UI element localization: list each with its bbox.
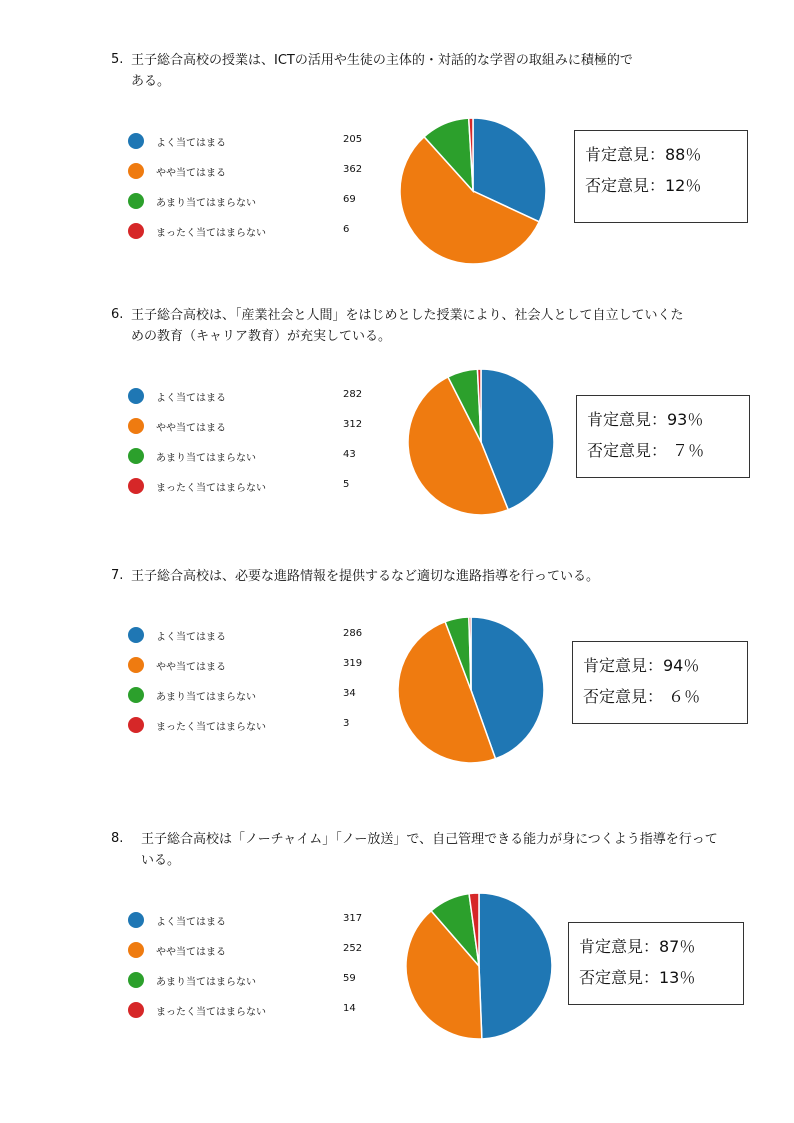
legend-swatch <box>128 942 144 958</box>
question-title <box>131 305 731 347</box>
legend-label: やや当てはまる <box>156 168 226 179</box>
legend-count: 3 <box>343 718 350 729</box>
legend-item-amari <box>128 685 368 705</box>
legend-count: 43 <box>343 449 356 460</box>
legend-count: 317 <box>343 913 363 924</box>
negative-opinion: 否定意見： ７％ <box>587 441 705 460</box>
legend-item-yoku <box>128 625 368 645</box>
legend-item-mattaku <box>128 221 368 241</box>
legend-count: 312 <box>343 419 363 430</box>
legend-swatch <box>128 388 144 404</box>
legend-item-yoku <box>128 131 368 151</box>
legend-label: よく当てはまる <box>156 632 226 643</box>
question-title-line: 王子総合高校は「ノーチャイム」「ノー放送」で、自己管理できる能力が身につくよう指導を行って <box>141 832 718 847</box>
question-number: 6. <box>111 307 124 322</box>
question-title-line: めの教育（キャリア教育）が充実している。 <box>131 329 392 344</box>
question-title-line: 王子総合高校の授業は、ICTの活用や生徒の主体的・対話的な学習の取組みに積極的で <box>131 53 633 68</box>
legend-label: まったく当てはまらない <box>156 228 266 239</box>
pie-chart <box>398 116 548 266</box>
legend-count: 252 <box>343 943 363 954</box>
legend-swatch <box>128 133 144 149</box>
legend-count: 5 <box>343 479 350 490</box>
legend-count: 6 <box>343 224 350 235</box>
legend-item-amari <box>128 446 368 466</box>
legend-swatch <box>128 448 144 464</box>
legend-item-amari <box>128 970 368 990</box>
question-number: 5. <box>111 52 124 67</box>
pie-chart <box>406 367 556 517</box>
legend-item-amari <box>128 191 368 211</box>
legend-count: 362 <box>343 164 363 175</box>
legend-swatch <box>128 972 144 988</box>
legend-count: 286 <box>343 628 363 639</box>
question-title <box>131 566 731 587</box>
pie-chart <box>396 615 546 765</box>
positive-opinion: 肯定意見：94％ <box>583 656 700 675</box>
legend-swatch <box>128 717 144 733</box>
legend-item-mattaku <box>128 476 368 496</box>
legend-swatch <box>128 687 144 703</box>
pie-slice-yoku <box>479 893 552 1039</box>
negative-opinion: 否定意見：12％ <box>585 176 702 195</box>
legend-label: まったく当てはまらない <box>156 722 266 733</box>
legend-count: 34 <box>343 688 356 699</box>
legend-swatch <box>128 627 144 643</box>
legend-item-yaya <box>128 655 368 675</box>
legend-label: よく当てはまる <box>156 917 226 928</box>
legend-label: まったく当てはまらない <box>156 1007 266 1018</box>
legend-count: 59 <box>343 973 356 984</box>
legend-swatch <box>128 223 144 239</box>
legend-label: まったく当てはまらない <box>156 483 266 494</box>
legend-swatch <box>128 478 144 494</box>
legend-item-yaya <box>128 416 368 436</box>
summary-box <box>576 395 750 478</box>
legend-label: あまり当てはまらない <box>156 453 256 464</box>
legend-item-yaya <box>128 940 368 960</box>
positive-opinion: 肯定意見：93％ <box>587 410 704 429</box>
legend-label: やや当てはまる <box>156 662 226 673</box>
legend-label: やや当てはまる <box>156 423 226 434</box>
legend-label: よく当てはまる <box>156 138 226 149</box>
negative-opinion: 否定意見： ６％ <box>583 687 701 706</box>
legend-swatch <box>128 163 144 179</box>
legend-item-yoku <box>128 910 368 930</box>
legend-label: よく当てはまる <box>156 393 226 404</box>
legend-count: 69 <box>343 194 356 205</box>
legend-swatch <box>128 418 144 434</box>
legend-swatch <box>128 657 144 673</box>
question-title-line: いる。 <box>141 853 181 868</box>
positive-opinion: 肯定意見：87％ <box>579 937 696 956</box>
positive-opinion: 肯定意見：88％ <box>585 145 702 164</box>
legend-label: あまり当てはまらない <box>156 977 256 988</box>
question-number: 8. <box>111 831 124 846</box>
legend-item-mattaku <box>128 715 368 735</box>
summary-box <box>572 641 748 724</box>
question-title <box>141 829 741 871</box>
legend-item-mattaku <box>128 1000 368 1020</box>
question-number: 7. <box>111 568 124 583</box>
summary-box <box>568 922 744 1005</box>
legend-count: 319 <box>343 658 363 669</box>
question-title-line: 王子総合高校は、必要な進路情報を提供するなど適切な進路指導を行っている。 <box>131 569 600 584</box>
legend-label: あまり当てはまらない <box>156 198 256 209</box>
legend-count: 205 <box>343 134 363 145</box>
legend-swatch <box>128 912 144 928</box>
legend-count: 282 <box>343 389 363 400</box>
legend-swatch <box>128 1002 144 1018</box>
question-title-line: 王子総合高校は、「産業社会と人間」をはじめとした授業により、社会人として自立していくた <box>131 308 684 323</box>
summary-box <box>574 130 748 223</box>
legend-item-yaya <box>128 161 368 181</box>
legend-item-yoku <box>128 386 368 406</box>
question-title <box>131 50 731 92</box>
question-title-line: ある。 <box>131 74 171 89</box>
negative-opinion: 否定意見：13％ <box>579 968 696 987</box>
legend-swatch <box>128 193 144 209</box>
pie-chart <box>404 891 554 1041</box>
legend-label: あまり当てはまらない <box>156 692 256 703</box>
legend-label: やや当てはまる <box>156 947 226 958</box>
legend-count: 14 <box>343 1003 356 1014</box>
